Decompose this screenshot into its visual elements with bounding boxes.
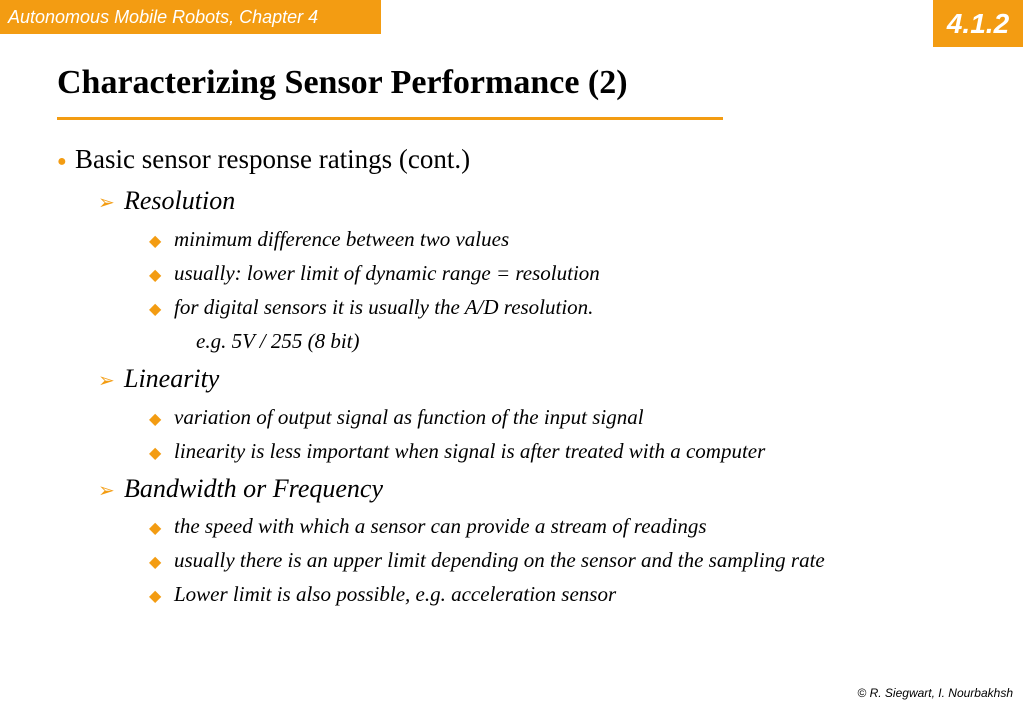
bandwidth-heading [98,474,383,504]
list-item-text: usually there is an upper limit depending on the sensor and the sampling rate [174,548,825,572]
diamond-bullet-icon: ◆ [149,233,162,250]
list-item-text: Lower limit is also possible, e.g. acceleration sensor [174,582,617,606]
list-item [149,261,600,286]
course-title-tag: Autonomous Mobile Robots, Chapter 4 [0,0,381,34]
diamond-bullet-icon: ◆ [149,267,162,284]
diamond-bullet-icon: ◆ [149,301,162,318]
arrow-bullet-icon: ➢ [98,370,115,392]
main-bullet-text: Basic sensor response ratings (cont.) [75,144,471,174]
linearity-heading [98,364,219,394]
list-item-text: usually: lower limit of dynamic range = resolution [174,261,600,285]
copyright-footer: © R. Siegwart, I. Nourbakhsh [857,686,1013,700]
round-bullet-icon: ● [57,152,67,170]
list-item [149,227,509,252]
bandwidth-heading-text: Bandwidth or Frequency [124,474,383,503]
resolution-heading [98,186,235,216]
list-item [149,405,644,430]
list-item [149,295,593,320]
slide-title: Characterizing Sensor Performance (2) [57,64,628,101]
diamond-bullet-icon: ◆ [149,554,162,571]
list-item-text: minimum difference between two values [174,227,510,251]
title-underline [57,117,723,120]
linearity-heading-text: Linearity [124,364,220,393]
list-item-text: variation of output signal as function of the input signal [174,405,644,429]
list-item-text: linearity is less important when signal is after treated with a computer [174,439,766,463]
list-item [149,548,825,573]
section-number-badge: 4.1.2 [933,0,1023,47]
list-item [149,514,707,539]
arrow-bullet-icon: ➢ [98,480,115,502]
list-item-text: for digital sensors it is usually the A/D resolution. [174,295,594,319]
main-bullet [57,144,470,175]
diamond-bullet-icon: ◆ [149,411,162,428]
list-item-text: the speed with which a sensor can provide a stream of readings [174,514,707,538]
diamond-bullet-icon: ◆ [149,588,162,605]
resolution-heading-text: Resolution [124,186,236,215]
diamond-bullet-icon: ◆ [149,520,162,537]
list-item [149,582,616,607]
arrow-bullet-icon: ➢ [98,192,115,214]
resolution-example: e.g. 5V / 255 (8 bit) [196,329,360,353]
diamond-bullet-icon: ◆ [149,445,162,462]
list-item [149,439,765,464]
